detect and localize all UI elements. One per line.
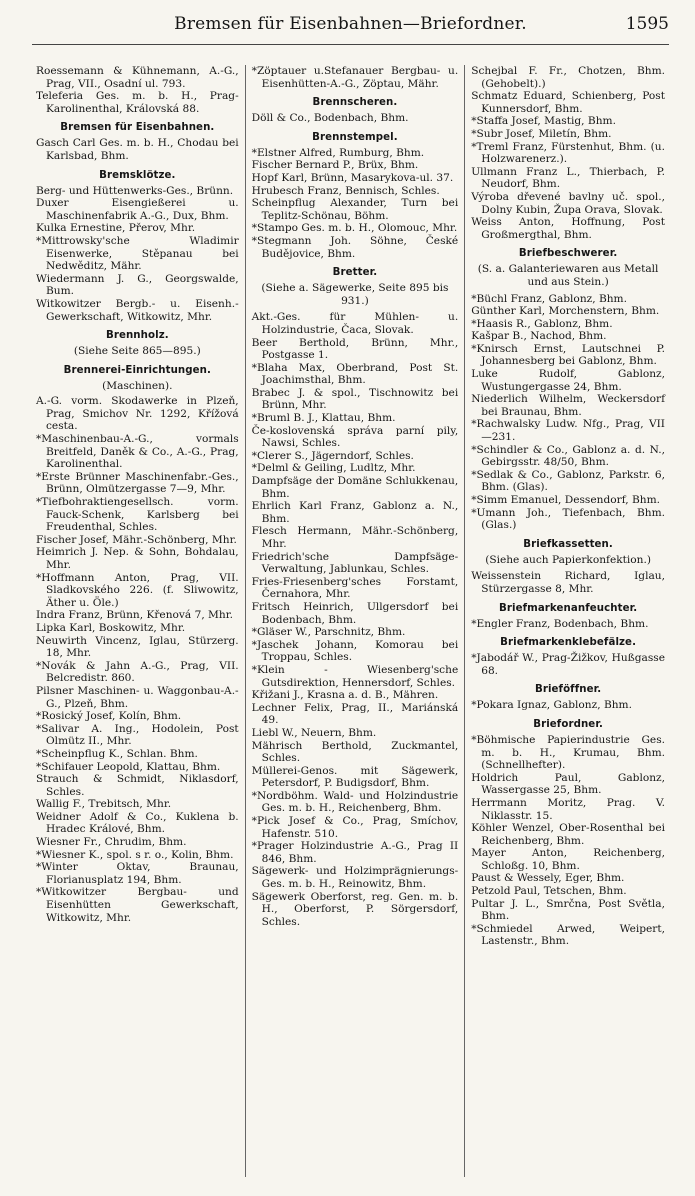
directory-entry: Ehrlich Karl Franz, Gablonz a. N., Bhm. [251,500,459,525]
directory-entry: Schejbal F. Fr., Chotzen, Bhm. (Gehobelt).) [471,65,665,90]
section-heading: Bremsklötze. [99,169,176,181]
directory-entry: Mährisch Berthold, Zuckmantel, Schles. [251,739,459,765]
section-heading: Bremsen für Eisenbahnen. [60,122,215,134]
cross-reference-note: (Siehe a. Sägewerke, Seite 895 bis 931.) [261,282,449,307]
directory-entry: Weiss Anton, Hoffnung, Post Großmergthal, Bhm. [471,216,665,241]
directory-entry: *Zöptauer u.Stefanauer Bergbau- u. Eisenhütten-A.-G., Zöptau, Mähr. [251,65,459,90]
directory-entry: *Bruml B. J., Klattau, Bhm. [251,412,396,425]
directory-entry: Niederlich Wilhelm, Weckersdorf bei Braunau, Bhm. [471,393,665,418]
directory-entry: Müllerei-Genos. mit Sägewerk, Petersdorf, P. Budigsdorf, Bhm. [251,764,459,790]
directory-entry: *Salivar A. Ing., Hodolein, Post Olmütz II., Mhr. [36,722,239,748]
section-heading: Briefmarkenanfeuchter. [498,602,638,614]
section-heading: Brennscheren. [312,97,398,109]
directory-entry: *Rosický Josef, Kolín, Bhm. [36,710,182,723]
directory-entry: *Schindler & Co., Gablonz a. d. N., Gebirgsstr. 48/50, Bhm. [471,443,665,469]
section-heading: Brennerei-Einrichtungen. [63,364,212,376]
directory-entry: Flesch Hermann, Mähr.-Schönberg, Mhr. [251,525,459,550]
column-divider [464,65,465,1177]
directory-entry: Brabec J. & spol., Tischnowitz bei Brünn, Mhr. [251,386,459,412]
directory-entry: Wiedermann J. G., Georgswalde, Bum. [36,272,239,298]
directory-entry: Hopf Karl, Brünn, Masarykova-ul. 37. [251,171,454,184]
directory-entry: *Pick Josef & Co., Prag, Smíchov, Hafenstr. 510. [251,815,459,840]
directory-entry: *Subr Josef, Miletín, Bhm. [471,127,612,140]
directory-entry: Gasch Carl Ges. m. b. H., Chodau bei Karlsbad, Bhm. [36,137,239,162]
column-divider [245,65,246,1177]
section-heading: Briefordner. [533,718,603,730]
directory-entry: *Stampo Ges. m. b. H., Olomouc, Mhr. [251,222,458,235]
directory-entry: Herrmann Moritz, Prag. V. Niklasstr. 15. [471,796,665,822]
directory-entry: Heimrich J. Nep. & Sohn, Bohdalau, Mhr. [36,546,239,571]
directory-entry: Lipka Karl, Boskowitz, Mhr. [36,621,186,634]
directory-entry: *Simm Emanuel, Dessendorf, Bhm. [471,494,660,506]
directory-entry: *Hoffmann Anton, Prag, VII. Sladkovského 226. (f. Sliwowitz, Äther u. Öle.) [36,571,239,609]
directory-entry: *Sedlak & Co., Gablonz, Parkstr. 6, Bhm. (Glas). [471,468,665,494]
directory-entry: Pilsner Maschinen- u. Waggonbau-A.-G., Plzeň, Bhm. [36,684,239,710]
directory-entry: *Rachwalsky Ludw. Nfg., Prag, VII—231. [471,418,665,444]
directory-entry: Schmatz Eduard, Schienberg, Post Kunnersdorf, Bhm. [471,90,665,115]
directory-entry: *Tiefbohraktiengesellsch. vorm. Fauck-Schenk, Karlsberg bei Freudenthal, Schles. [36,496,239,534]
cross-reference-note: (S. a. Galanteriewaren aus Metall und aus Stein.) [477,263,659,288]
directory-entry: *Witkowitzer Bergbau- und Eisenhütten Gewerkschaft, Witkowitz, Mhr. [36,886,239,924]
directory-entry: *Maschinenbau-A.-G., vormals Breitfeld, Daněk & Co., A.-G., Prag, Karolinenthal. [36,433,239,471]
directory-entry: Teleferia Ges. m. b. H., Prag-Karolinenthal, Královská 88. [36,90,239,115]
directory-entry: Roessemann & Kühnemann, A.-G., Prag, VII., Osadní ul. 793. [36,65,239,90]
section-heading: Briefkassetten. [523,538,613,550]
directory-entry: *Knirsch Ernst, Lautschnei P. Johannesberg bei Gablonz, Bhm. [471,342,665,368]
column-3 [467,65,669,1177]
directory-entry: Neuwirth Vincenz, Iglau, Stürzerg. 18, Mhr. [36,634,239,660]
directory-entry: *Staffa Josef, Mastig, Bhm. [471,115,616,128]
directory-entry: *Treml Franz, Fürstenhut, Bhm. (u. Holzwarenerz.). [471,140,665,166]
directory-entry: *Böhmische Papierindustrie Ges. m. b. H., Krumau, Bhm. (Schnellhefter). [471,733,665,772]
columns [32,65,669,1177]
directory-entry: Sägewerk Oberforst, reg. Gen. m. b. H., Oberforst, P. Sörgersdorf, Schles. [251,890,459,928]
directory-entry: *Schmiedel Arwed, Weipert, Lastenstr., Bhm. [471,922,665,948]
column-1 [32,65,243,1177]
directory-entry: *Nordböhm. Wald- und Holzindustrie Ges. m. b. H., Reichenberg, Bhm. [251,789,459,815]
directory-entry: Fries-Friesenberg'sches Forstamt, Černahora, Mhr. [251,575,459,601]
directory-entry: Weissenstein Richard, Iglau, Stürzergasse 8, Mhr. [471,570,665,595]
directory-entry: Výroba dřevené bavlny uč. spol., Dolny Kubin, Župa Orava, Slovak. [471,190,665,216]
directory-entry: Scheinpflug Alexander, Turn bei Teplitz-Schönau, Böhm. [251,197,459,222]
directory-entry: Friedrich'sche Dampfsäge-Verwaltung, Jablunkau, Schles. [251,550,459,576]
directory-entry: Křižani J., Krasna a. d. B., Mähren. [251,689,439,702]
directory-entry: Dampfsäge der Domäne Schlukkenau, Bhm. [251,475,459,500]
directory-entry: *Erste Brünner Maschinenfabr.-Ges., Brünn, Olmützergasse 7—9, Mhr. [36,470,239,496]
directory-entry: Fritsch Heinrich, Ullgersdorf bei Bodenbach, Bhm. [251,600,459,626]
directory-entry: Kašpar B., Nachod, Bhm. [471,330,607,343]
directory-entry: Döll & Co., Bodenbach, Bhm. [251,112,409,125]
directory-entry: Fischer Bernard P., Brüx, Bhm. [251,159,419,172]
section-heading: Brennholz. [105,330,169,342]
column-2 [248,65,463,1177]
directory-entry: *Engler Franz, Bodenbach, Bhm. [471,617,649,630]
page-header [32,0,669,45]
directory-entry: Beer Berthold, Brünn, Mhr., Postgasse 1. [251,336,459,362]
directory-entry: *Blaha Max, Oberbrand, Post St. Joachimsthal, Bhm. [251,361,459,387]
section-subheading: (Maschinen). [102,379,173,392]
directory-entry: *Gläser W., Parschnitz, Bhm. [251,626,406,639]
directory-entry: Lechner Felix, Prag, II., Mariánská 49. [251,701,459,727]
section-heading: Brennstempel. [312,131,398,143]
directory-entry: Sägewerk- und Holzimprägnierungs-Ges. m. b. H., Reinowitz, Bhm. [251,865,459,891]
page-number: 1595 [625,14,669,34]
directory-entry: Petzold Paul, Tetschen, Bhm. [471,885,627,898]
directory-entry: Luke Rudolf, Gablonz, Wustungergasse 24, Bhm. [471,368,665,393]
directory-entry: *Novák & Jahn A.-G., Prag, VII. Belcredistr. 860. [36,659,239,685]
directory-entry: Wiesner Fr., Chrudim, Bhm. [36,836,187,849]
directory-entry: Ullmann Franz L., Thierbach, P. Neudorf, Bhm. [471,165,665,191]
directory-entry: A.-G. vorm. Skodawerke in Plzeň, Prag, Smichov Nr. 1292, Křížová cesta. [36,395,239,433]
directory-entry: Duxer Eisengießerei u. Maschinenfabrik A.-G., Dux, Bhm. [36,197,239,222]
directory-entry: Witkowitzer Bergb.- u. Eisenh.-Gewerkschaft, Witkowitz, Mhr. [36,297,239,323]
cross-reference-note: (Siehe Seite 865—895.) [73,345,201,358]
directory-entry: *Jaschek Johann, Komorau bei Troppau, Schles. [251,638,459,664]
directory-entry: Fischer Josef, Mähr.-Schönberg, Mhr. [36,533,237,546]
directory-entry: Weidner Adolf & Co., Kuklena b. Hradec Králové, Bhm. [36,810,239,836]
directory-entry: Strauch & Schmidt, Niklasdorf, Schles. [36,773,239,798]
directory-entry: Liebl W., Neuern, Bhm. [251,726,377,739]
directory-entry: *Haasis R., Gablonz, Bhm. [471,317,613,330]
directory-entry: Hrubesch Franz, Bennisch, Schles. [251,184,440,197]
directory-entry: *Pokara Ignaz, Gablonz, Bhm. [471,699,632,712]
directory-entry: Kulka Ernestine, Přerov, Mhr. [36,222,196,235]
directory-entry: *Umann Joh., Tiefenbach, Bhm. (Glas.) [471,506,665,532]
directory-entry: *Winter Oktav, Braunau, Florianusplatz 194, Bhm. [36,861,239,886]
directory-entry: *Elstner Alfred, Rumburg, Bhm. [251,146,425,159]
directory-entry: Günther Karl, Morchenstern, Bhm. [471,305,660,318]
directory-entry: Akt.-Ges. für Mühlen- u. Holzindustrie, Čaca, Slovak. [251,311,459,336]
directory-entry: Berg- und Hüttenwerks-Ges., Brünn. [36,184,234,197]
directory-entry: Paust & Wessely, Eger, Bhm. [471,872,625,885]
directory-entry: *Prager Holzindustrie A.-G., Prag II 846, Bhm. [251,840,459,865]
directory-entry: *Stegmann Joh. Söhne, České Budějovice, Bhm. [251,234,459,260]
section-heading: Brieföffner. [534,684,602,696]
section-heading: Briefbeschwerer. [518,248,618,260]
running-title: Bremsen für Eisenbahnen—Briefordner. [174,14,527,34]
cross-reference-note: (Siehe auch Papierkonfektion.) [485,553,652,566]
directory-entry: Köhler Wenzel, Ober-Rosenthal bei Reichenberg, Bhm. [471,822,665,847]
directory-entry: *Wiesner K., spol. s r. o., Kolin, Bhm. [36,848,234,861]
section-heading: Bretter. [332,267,378,279]
directory-entry: *Schifauer Leopold, Klattau, Bhm. [36,760,221,773]
directory-entry: Indra Franz, Brünn, Křenová 7, Mhr. [36,609,233,622]
directory-entry: Holdrich Paul, Gablonz, Wassergasse 25, Bhm. [471,771,665,797]
section-heading: Briefmarkenklebefälze. [500,637,637,649]
directory-entry: Wallig F., Trebitsch, Mhr. [36,798,172,811]
directory-entry: *Delml & Geiling, Ludltz, Mhr. [251,462,416,475]
directory-entry: Pultar J. L., Smrčna, Post Světla, Bhm. [471,897,665,923]
directory-entry: *Klein - Wiesenberg'sche Gutsdirektion, Hennersdorf, Schles. [251,663,459,689]
directory-entry: *Clerer S., Jägerndorf, Schles. [251,449,414,462]
directory-entry: *Büchl Franz, Gablonz, Bhm. [471,292,627,305]
directory-entry: *Jabodář W., Prag-Žižkov, Hußgasse 68. [471,652,665,677]
directory-entry: Mayer Anton, Reichenberg, Schloßg. 10, Bhm. [471,847,665,872]
directory-entry: *Scheinpflug K., Schlan. Bhm. [36,747,198,760]
directory-entry: Če-koslovenská správa parní pily, Nawsi, Schles. [251,424,459,450]
directory-entry: *Mittrowsky'sche Wladimir Eisenwerke, Stěpanau bei Nedwěditz, Mähr. [36,234,239,273]
